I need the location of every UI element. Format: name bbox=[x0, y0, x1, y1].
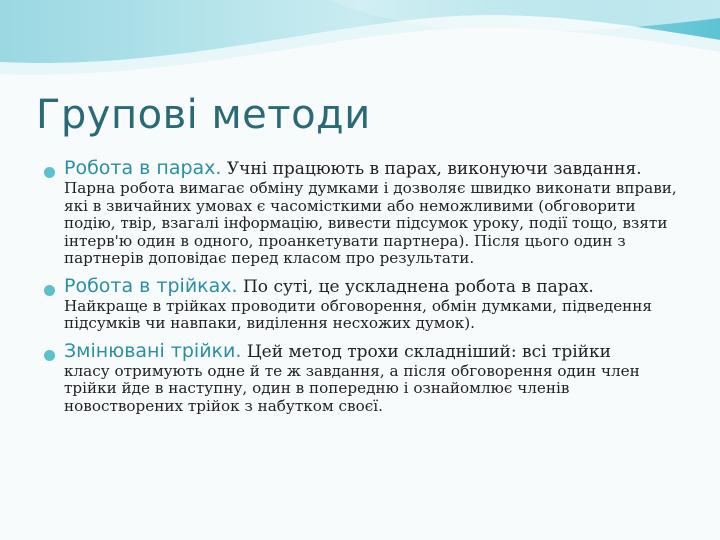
bullet-lead-text: Цей метод трохи складніший: всі трійки bbox=[241, 341, 611, 362]
bullet-lead bbox=[64, 341, 684, 363]
bullet-item-rotating-triples bbox=[44, 341, 684, 416]
bullet-lead bbox=[64, 276, 684, 298]
slide-title: Групові методи bbox=[36, 92, 371, 138]
bullet-body: Парна робота вимагає обміну думками і дозволяє швидко виконати вправи, які в звичайних умовах є часомісткими або неможливими (обговорити подію, твір, взагалі інформацію, вивести підсумок уроку, події тощо, взяти інтерв'ю один в одного, проанкетувати партнера). Після цього один з партнерів доповідає перед класом про результати. bbox=[64, 179, 677, 267]
bullet-dot-icon bbox=[44, 167, 55, 178]
bullet-lead bbox=[64, 158, 684, 180]
bullet-item-triples bbox=[44, 276, 684, 333]
bullet-dot-icon bbox=[44, 285, 55, 296]
bullet-heading: Робота в трійках. bbox=[64, 274, 238, 297]
bullet-heading: Робота в парах. bbox=[64, 157, 222, 179]
bullet-body: Найкраще в трійках проводити обговорення, обмін думками, підведення підсумків чи навпаки, виділення несхожих думок). bbox=[64, 296, 653, 332]
bullet-heading: Змінювані трійки. bbox=[64, 339, 242, 362]
bullet-list bbox=[44, 158, 684, 423]
header-wave-decoration bbox=[0, 0, 720, 90]
bullet-body: класу отримують одне й те ж завдання, а після обговорення один член трійки йде в наступну, один в попередню і ознайомлює членів новостворених трійок з набутком своєї. bbox=[64, 361, 640, 415]
bullet-lead-text: Учні працюють в парах, виконуючи завдання. bbox=[221, 159, 642, 179]
bullet-dot-icon bbox=[44, 350, 55, 361]
bullet-item-pairs bbox=[44, 158, 684, 268]
bullet-lead-text: По суті, це ускладнена робота в парах. bbox=[237, 276, 594, 297]
